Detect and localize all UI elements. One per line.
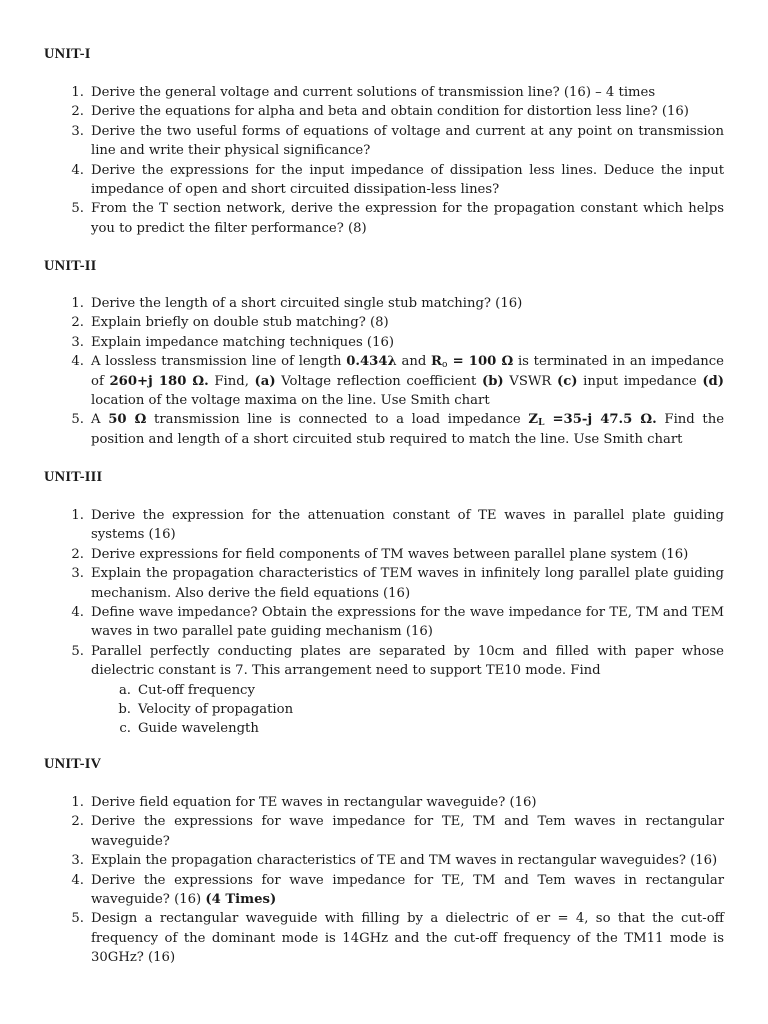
question-text <box>91 605 724 639</box>
question-item <box>66 333 724 352</box>
question-number: 1. <box>71 795 84 810</box>
bold-text: 260+j 180 Ω. <box>109 373 209 389</box>
question-number: 3. <box>71 123 84 139</box>
text-run: Derive the length of a short circuited single stub matching? (16) <box>91 296 523 311</box>
text-run: Define wave impedance? Obtain the expressions for the wave impedance for TE, TM and TEM waves in two parallel pate guiding mechanism (16) <box>91 605 724 640</box>
question-text <box>91 566 724 600</box>
text-run: transmission line is connected to a load impedance <box>146 412 529 428</box>
bold-text: (4 Times) <box>205 892 277 908</box>
question-text <box>91 296 522 311</box>
question-item <box>66 352 724 410</box>
question-number: 1. <box>71 508 84 523</box>
question-text <box>91 644 724 678</box>
text-run: Derive the general voltage and current solutions of transmission line? (16) – 4 times <box>91 85 656 100</box>
question-item <box>66 294 724 313</box>
text-run: location of the voltage maxima on the line. Use Smith chart <box>91 393 490 409</box>
question-item <box>66 161 724 200</box>
text-run: From the T section network, derive the expression for the propagation constant which helps you to predict the filter performance? (8) <box>91 201 724 236</box>
question-text <box>91 795 537 810</box>
sub-question-item <box>91 681 724 700</box>
text-run: Explain briefly on double stub matching? (8) <box>91 315 389 331</box>
question-item <box>66 199 724 238</box>
text-run: Explain the propagation characteristics of TEM waves in infinitely long parallel plate guiding mechanism. Also derive the field equations (16) <box>91 566 724 601</box>
sub-question-letter: c. <box>119 721 131 737</box>
unit-heading: UNIT-I <box>44 46 91 62</box>
question-text <box>91 85 655 100</box>
text-run: Find, <box>208 373 255 389</box>
question-item <box>66 506 724 545</box>
question-list <box>66 294 724 449</box>
text-run: Derive the expression for the attenuation constant of TE waves in parallel plate guiding systems (16) <box>91 508 724 543</box>
text-run: Find the position and length of a short circuited stub required to match the line. Use Smith chart <box>91 412 724 447</box>
bold-text: =35-j 47.5 Ω. <box>544 412 657 428</box>
text-run: VSWR <box>503 373 557 389</box>
text-run: Explain impedance matching techniques (16) <box>91 334 394 350</box>
question-item <box>66 642 724 739</box>
question-number: 2. <box>71 104 84 120</box>
text-run: and <box>396 354 432 370</box>
text-run: Derive the expressions for wave impedance for TE, TM and Tem waves in rectangular waveguide? <box>91 814 724 849</box>
question-text <box>91 104 689 119</box>
question-number: 1. <box>71 85 84 100</box>
question-item <box>66 793 724 812</box>
question-text <box>91 412 724 446</box>
question-text <box>91 911 724 965</box>
question-number: 4. <box>71 872 84 888</box>
question-number: 5. <box>71 911 84 927</box>
question-number: 3. <box>71 334 84 350</box>
text-run: Parallel perfectly conducting plates are separated by 10cm and filled with paper whose dielectric constant is 7. This arrangement need to support TE10 mode. Find <box>91 643 724 679</box>
text-run: Derive field equation for TE waves in rectangular waveguide? (16) <box>91 795 537 810</box>
question-text <box>91 853 717 868</box>
question-number: 1. <box>71 296 84 311</box>
question-list <box>66 83 724 238</box>
sub-question-item <box>91 700 724 719</box>
question-item <box>66 603 724 642</box>
unit-heading: UNIT-IV <box>44 756 102 772</box>
question-number: 5. <box>71 201 84 217</box>
bold-text: R <box>431 354 443 370</box>
question-text <box>91 547 688 562</box>
question-number: 5. <box>71 412 84 428</box>
text-run: input impedance <box>577 373 703 389</box>
question-number: 4. <box>71 162 84 178</box>
subscript: L <box>538 418 545 429</box>
text-run: Voltage reflection coefficient <box>275 373 482 389</box>
question-item <box>66 83 724 102</box>
text-run: Explain the propagation characteristics of TE and TM waves in rectangular waveguides? (16) <box>91 853 718 869</box>
question-number: 4. <box>71 354 84 370</box>
unit-heading: UNIT-II <box>44 258 97 274</box>
bold-text: 50 Ω <box>108 412 147 428</box>
question-text <box>91 315 389 330</box>
question-text <box>91 201 724 235</box>
question-text <box>91 873 724 907</box>
text-run: A lossless transmission line of length <box>91 354 347 370</box>
text-run: A <box>91 412 109 428</box>
sub-question-item <box>91 719 724 738</box>
question-number: 5. <box>71 643 84 659</box>
question-item <box>66 851 724 870</box>
text-run: is terminated in an impedance of <box>91 354 724 389</box>
bold-text: = 100 Ω <box>447 354 514 370</box>
bold-text: (b) <box>481 373 504 389</box>
question-text <box>91 124 724 158</box>
text-run: Derive the expressions for the input impedance of dissipation less lines. Deduce the input impedance of open and short circuited dissipation-less lines? <box>91 162 724 198</box>
question-text <box>91 814 724 848</box>
bold-text: (a) <box>254 373 276 389</box>
question-item <box>66 909 724 967</box>
text-run: Derive expressions for field components of TM waves between parallel plane system (16) <box>91 546 689 562</box>
bold-text: Z <box>528 412 539 428</box>
bold-text: 0.434λ <box>346 354 397 370</box>
text-run: Design a rectangular waveguide with filling by a dielectric of er = 4, so that the cut-off frequency of the dominant mode is 14GHz and the cut-off frequency of the TM11 mode is 30GHz? (16) <box>91 911 724 966</box>
question-number: 3. <box>71 853 84 869</box>
sub-question-text: Guide wavelength <box>138 721 259 737</box>
question-text <box>91 335 394 350</box>
question-item <box>66 871 724 910</box>
question-item <box>66 545 724 564</box>
question-list <box>66 506 724 739</box>
question-number: 2. <box>71 814 84 830</box>
question-number: 2. <box>71 315 84 331</box>
question-item <box>66 122 724 161</box>
question-list <box>66 793 724 968</box>
question-text <box>91 163 724 197</box>
subscript: o <box>442 360 448 371</box>
text-run: Derive the expressions for wave impedance for TE, TM and Tem waves in rectangular waveguide? (16) <box>91 872 724 908</box>
sub-question-list <box>91 681 724 739</box>
question-item <box>66 564 724 603</box>
bold-text: (c) <box>556 373 578 389</box>
question-text <box>91 508 724 542</box>
question-number: 2. <box>71 546 84 562</box>
question-item <box>66 410 724 449</box>
bold-text: (d) <box>702 373 725 389</box>
sub-question-text: Velocity of propagation <box>138 702 294 718</box>
question-number: 3. <box>71 566 84 582</box>
sub-question-letter: b. <box>118 702 131 718</box>
question-number: 4. <box>71 605 84 621</box>
text-run: Derive the two useful forms of equations of voltage and current at any point on transmission line and write their physical significance? <box>91 123 724 159</box>
sub-question-text: Cut-off frequency <box>138 682 255 698</box>
text-run: Derive the equations for alpha and beta and obtain condition for distortion less line? (16) <box>91 104 689 120</box>
unit-heading: UNIT-III <box>44 469 103 485</box>
question-item <box>66 812 724 851</box>
question-item <box>66 102 724 121</box>
sub-question-letter: a. <box>118 682 131 698</box>
question-text <box>91 354 724 408</box>
question-item <box>66 313 724 332</box>
